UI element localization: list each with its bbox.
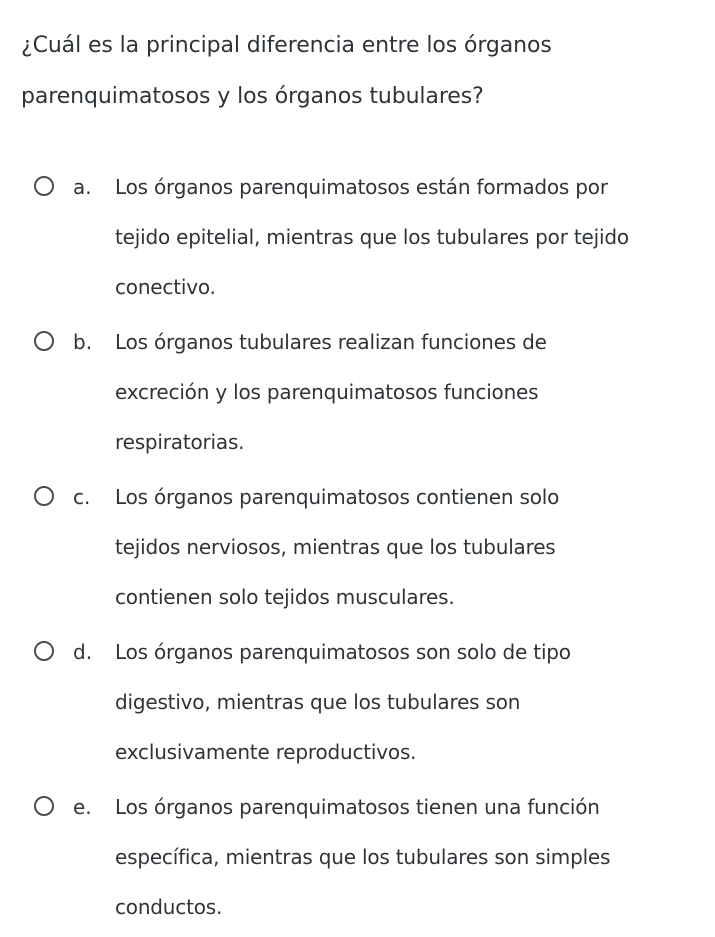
option-a-line-2: tejido epitelial, mientras que los tubulares por tejido xyxy=(115,225,629,249)
option-e-line-3: conductos. xyxy=(115,895,223,919)
option-c[interactable] xyxy=(0,472,715,627)
option-d-line-1: Los órganos parenquimatosos son solo de tipo xyxy=(115,640,571,664)
radio-option-e[interactable] xyxy=(34,796,54,816)
option-b-line-1: Los órganos tubulares realizan funciones de xyxy=(115,330,547,354)
option-e-letter: e. xyxy=(73,795,92,819)
option-e-text[interactable] xyxy=(115,782,705,932)
option-c-line-2: tejidos nerviosos, mientras que los tubulares xyxy=(115,535,556,559)
option-a-line-3: conectivo. xyxy=(115,275,216,299)
question-text: ¿Cuál es la principal diferencia entre los órganos parenquimatosos y los órganos tubulares? xyxy=(21,33,552,109)
option-a-text[interactable] xyxy=(115,162,705,312)
radio-option-c[interactable] xyxy=(34,486,54,506)
option-e-line-1: Los órganos parenquimatosos tienen una función xyxy=(115,795,600,819)
option-a[interactable] xyxy=(0,162,715,317)
option-b-letter: b. xyxy=(73,330,93,354)
option-d-line-2: digestivo, mientras que los tubulares son xyxy=(115,690,521,714)
option-b-line-2: excreción y los parenquimatosos funciones xyxy=(115,380,539,404)
option-c-line-1: Los órganos parenquimatosos contienen solo xyxy=(115,485,560,509)
option-d-letter: d. xyxy=(73,640,93,664)
option-e-line-2: específica, mientras que los tubulares son simples xyxy=(115,845,611,869)
option-b[interactable] xyxy=(0,317,715,472)
option-d-line-3: exclusivamente reproductivos. xyxy=(115,740,417,764)
option-c-letter: c. xyxy=(73,485,91,509)
option-b-line-3: respiratorias. xyxy=(115,430,245,454)
option-c-line-3: contienen solo tejidos musculares. xyxy=(115,585,455,609)
answer-options xyxy=(0,162,715,937)
radio-option-b[interactable] xyxy=(34,331,54,351)
option-a-letter: a. xyxy=(73,175,92,199)
option-d[interactable] xyxy=(0,627,715,782)
radio-option-d[interactable] xyxy=(34,641,54,661)
option-e[interactable] xyxy=(0,782,715,937)
radio-option-a[interactable] xyxy=(34,176,54,196)
option-c-text[interactable] xyxy=(115,472,705,622)
option-d-text[interactable] xyxy=(115,627,705,777)
option-b-text[interactable] xyxy=(115,317,705,467)
option-a-line-1: Los órganos parenquimatosos están formados por xyxy=(115,175,608,199)
